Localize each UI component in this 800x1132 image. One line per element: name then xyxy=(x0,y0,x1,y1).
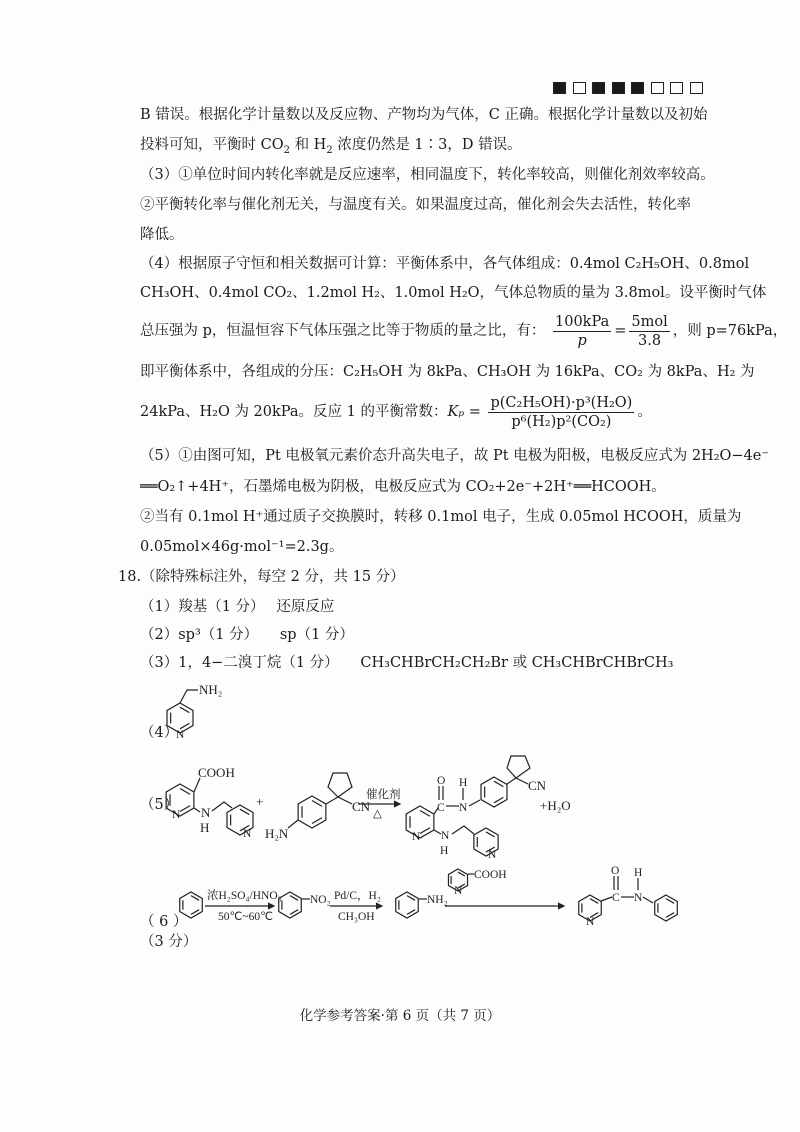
text-line: （4）根据原子守恒和相关数据可计算：平衡体系中，各气体组成：0.4mol C₂H₅OH、0.8mol xyxy=(140,256,750,272)
reactant-1 xyxy=(166,765,253,840)
structure-4 xyxy=(167,682,222,741)
svg-text:N: N xyxy=(243,828,252,840)
svg-text:C: C xyxy=(437,802,445,814)
plus-sign: + xyxy=(256,794,264,809)
svg-text:N: N xyxy=(412,831,421,843)
text-line-fraction: 总压强为 p，恒温恒容下气体压强之比等于物质的量之比，有： $\frac{\text{100kPa}}{p}$ = $\frac{\text{5mol}}{3.8}$ ，则 p=76kPa， xyxy=(140,313,788,349)
text-line: 降低。 xyxy=(140,227,184,243)
text-line: 投料可知，平衡时 $CO_2$ 和 $H_2$ 浓度仍然是 1∶3，D 错误。 xyxy=(140,137,522,156)
svg-text:N: N xyxy=(454,885,463,897)
svg-text:H: H xyxy=(200,820,210,835)
svg-text:△: △ xyxy=(373,808,382,820)
svg-text:O: O xyxy=(611,865,620,877)
text-line: （5）①由图可知，Pt 电极氧元素价态升高失电子，故 Pt 电极为阳极，电极反应式为 2H₂O−4e⁻ xyxy=(140,448,770,464)
product-5 xyxy=(406,756,570,861)
answer-6-label: （ 6 ） xyxy=(140,914,188,930)
answer-5-label: （5） xyxy=(140,797,179,813)
aromatic-ring xyxy=(396,892,419,918)
svg-text:N: N xyxy=(586,916,595,928)
aromatic-ring xyxy=(481,777,507,807)
svg-text:Pd/C，H₂: Pd/C，H₂ xyxy=(334,890,381,902)
reaction-arrow-5 xyxy=(358,787,401,820)
svg-text:+H₂O: +H₂O xyxy=(540,798,571,813)
svg-text:N: N xyxy=(459,802,468,814)
text-line: 0.05mol×46g·mol⁻¹=2.3g。 xyxy=(140,539,344,555)
text-line: ②平衡转化率与催化剂无关，与温度有关。如果温度过高，催化剂会失去活性，转化率 xyxy=(140,197,691,213)
svg-text:催化剂: 催化剂 xyxy=(366,789,401,801)
svg-text:CH₃OH: CH₃OH xyxy=(338,911,375,923)
aromatic-ring xyxy=(655,895,678,921)
answer-3: （3）1，4−二溴丁烷（1 分） CH₃CHBrCH₂CH₂Br 或 CH₃CHBrCHBrCH₃ xyxy=(140,655,674,671)
kp-fraction: $\frac{\text{p(C₂H₅OH)·p³(H₂O)}}{\text{p⁶(H₂)p²(CO₂)}}$ xyxy=(490,394,633,430)
text-line-kp: 24kPa、H₂O 为 20kPa。反应 1 的平衡常数：Kₚ = $\frac{\text{p(C₂H₅OH)·p³(H₂O)}}{\text{p⁶(H₂)p²(CO₂)}}$ 。 xyxy=(140,394,652,430)
text-line: B 错误。根据化学计量数以及反应物、产物均为气体，C 正确。根据化学计量数以及初始 xyxy=(140,107,708,123)
aromatic-ring xyxy=(298,796,326,828)
svg-text:50℃~60℃: 50℃~60℃ xyxy=(218,911,274,923)
aromatic-ring xyxy=(279,892,302,918)
page-footer: 化学参考答案·第 6 页（共 7 页） xyxy=(299,1008,501,1024)
question-18-header: 18.（除特殊标注外，每空 2 分，共 15 分） xyxy=(118,569,405,585)
svg-text:NO₂: NO₂ xyxy=(310,894,331,906)
svg-text:浓H₂SO₄/HNO₃: 浓H₂SO₄/HNO₃ xyxy=(207,890,282,902)
svg-text:NH₂: NH₂ xyxy=(427,894,448,906)
fraction: $\frac{\text{100kPa}}{p}$ xyxy=(555,313,610,349)
answer-2: （2）sp³（1 分） sp（1 分） xyxy=(140,627,354,643)
svg-text:N: N xyxy=(488,849,497,861)
text-line: CH₃OH、0.4mol CO₂、1.2mol H₂、1.0mol H₂O，气体总物质的量为 3.8mol。设平衡时气体 xyxy=(140,285,767,301)
svg-text:CN: CN xyxy=(528,778,547,793)
aromatic-ring xyxy=(180,892,203,918)
svg-text:N: N xyxy=(634,892,643,904)
svg-text:COOH: COOH xyxy=(474,869,507,881)
svg-text:NH₂: NH₂ xyxy=(199,682,223,697)
svg-text:N: N xyxy=(441,830,450,842)
svg-text:H₂N: H₂N xyxy=(265,826,289,841)
synthesis-route-6 xyxy=(180,865,678,928)
answer-4-label: （4） xyxy=(140,725,179,741)
svg-text:C: C xyxy=(612,892,620,904)
text-line: ②当有 0.1mol H⁺通过质子交换膜时，转移 0.1mol 电子，生成 0.05mol HCOOH，质量为 xyxy=(140,509,742,525)
svg-text:H: H xyxy=(634,867,643,879)
text-line: （3）①单位时间内转化率就是反应速率，相同温度下，转化率较高，则催化剂效率较高。 xyxy=(140,167,715,183)
svg-text:CN: CN xyxy=(352,799,371,814)
answer-1: （1）羧基（1 分） 还原反应 xyxy=(140,599,335,615)
reactant-2 xyxy=(265,773,371,841)
text-line: ══O₂↑+4H⁺，石墨烯电极为阴极，电极反应式为 CO₂+2e⁻+2H⁺══HCOOH。 xyxy=(140,479,666,495)
svg-text:N: N xyxy=(201,805,211,820)
svg-text:H: H xyxy=(440,845,449,857)
svg-text:H: H xyxy=(459,777,468,789)
svg-text:N: N xyxy=(172,809,181,821)
fraction: $\frac{\text{5mol}}{3.8}$ xyxy=(631,313,668,349)
svg-text:O: O xyxy=(437,775,446,787)
svg-text:N: N xyxy=(176,729,185,741)
answer-6-score: （3 分） xyxy=(140,934,198,950)
svg-text:COOH: COOH xyxy=(198,765,235,780)
text-line: 即平衡体系中，各组成的分压：C₂H₅OH 为 8kPa、CH₃OH 为 16kPa、CO₂ 为 8kPa、H₂ 为 xyxy=(140,364,755,380)
